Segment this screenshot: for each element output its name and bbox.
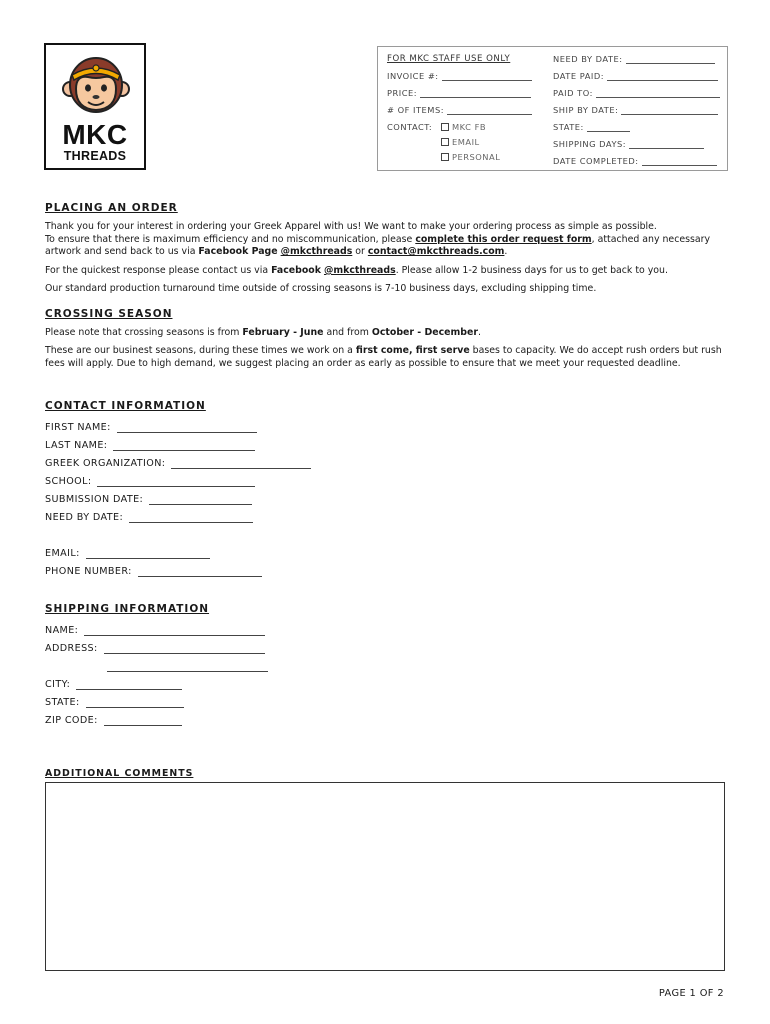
items-count-field[interactable]: # OF ITEMS: bbox=[387, 105, 532, 115]
greek-organization-field[interactable]: GREEK ORGANIZATION: bbox=[45, 458, 311, 469]
monkey-mascot-icon bbox=[62, 53, 130, 121]
shipping-days-field[interactable]: SHIPPING DAYS: bbox=[553, 139, 704, 149]
price-field[interactable]: PRICE: bbox=[387, 88, 531, 98]
page-number: PAGE 1 OF 2 bbox=[658, 988, 724, 999]
contact-email-checkbox[interactable]: EMAIL bbox=[441, 137, 480, 147]
shipping-city-field[interactable]: CITY: bbox=[45, 679, 182, 690]
submission-date-field[interactable]: SUBMISSION DATE: bbox=[45, 494, 252, 505]
contact-email-link[interactable]: contact@mkcthreads.com bbox=[367, 246, 505, 258]
shipping-zip-field[interactable]: ZIP CODE: bbox=[45, 715, 182, 726]
paid-to-field[interactable]: PAID TO: bbox=[553, 88, 720, 98]
shipping-address-field[interactable]: ADDRESS: bbox=[45, 643, 265, 654]
crossing-season-paragraph-1: Please note that crossing seasons is from February - June and from October - December. bbox=[45, 327, 481, 338]
date-completed-field[interactable]: DATE COMPLETED: bbox=[553, 156, 717, 166]
staff-state-field[interactable]: STATE: bbox=[553, 122, 630, 132]
date-paid-field[interactable]: DATE PAID: bbox=[553, 71, 718, 81]
need-by-date-contact-field[interactable]: NEED BY DATE: bbox=[45, 512, 253, 523]
invoice-field[interactable]: INVOICE #: bbox=[387, 71, 532, 81]
additional-comments-box[interactable] bbox=[45, 782, 725, 971]
placing-order-paragraph-1: Thank you for your interest in ordering your Greek Apparel with us! We want to make your ordering process as simple as possible. To ensure that there is maximum efficiency and no miscommunication, please complete this order request form, attached any necessary artwork and send back to us via Facebook Page @mkcthreads or contact@mkcthreads.com. bbox=[45, 221, 711, 258]
placing-order-heading: PLACING AN ORDER bbox=[45, 202, 178, 214]
contact-mkc-fb-checkbox[interactable]: MKC FB bbox=[441, 122, 486, 132]
contact-label: CONTACT: bbox=[387, 122, 433, 132]
additional-comments-heading: ADDITIONAL COMMENTS bbox=[45, 768, 194, 779]
ship-by-date-field[interactable]: SHIP BY DATE: bbox=[553, 105, 718, 115]
shipping-state-field[interactable]: STATE: bbox=[45, 697, 184, 708]
shipping-name-field[interactable]: NAME: bbox=[45, 625, 265, 636]
email-field[interactable]: EMAIL: bbox=[45, 548, 210, 559]
crossing-season-paragraph-2: These are our businest seasons, during these times we work on a first come, first serve bases to capacity. We do accept rush orders but rush fees will apply. Due to high demand, we suggest placing an order as early as possible to ensure that we meet your requested deadline. bbox=[45, 345, 722, 369]
need-by-date-field[interactable]: NEED BY DATE: bbox=[553, 54, 715, 64]
logo-subtitle: THREADS bbox=[63, 149, 127, 163]
mkc-threads-logo bbox=[44, 43, 146, 170]
last-name-field[interactable]: LAST NAME: bbox=[45, 440, 255, 451]
shipping-info-heading: SHIPPING INFORMATION bbox=[45, 603, 210, 615]
facebook-handle-link-2[interactable]: @mkcthreads bbox=[323, 265, 396, 276]
school-field[interactable]: SCHOOL: bbox=[45, 476, 255, 487]
first-name-field[interactable]: FIRST NAME: bbox=[45, 422, 257, 433]
placing-order-paragraph-3: Our standard production turnaround time outside of crossing seasons is 7-10 business days, excluding shipping time. bbox=[45, 283, 597, 294]
placing-order-paragraph-2: For the quickest response please contact us via Facebook @mkcthreads. Please allow 1-2 business days for us to get back to you. bbox=[45, 265, 668, 276]
contact-personal-checkbox[interactable]: PERSONAL bbox=[441, 152, 500, 162]
crossing-season-heading: CROSSING SEASON bbox=[45, 308, 173, 320]
contact-info-heading: CONTACT INFORMATION bbox=[45, 400, 206, 412]
order-form-link[interactable]: complete this order request form bbox=[415, 233, 592, 245]
phone-number-field[interactable]: PHONE NUMBER: bbox=[45, 566, 262, 577]
staff-use-title: FOR MKC STAFF USE ONLY bbox=[387, 54, 511, 64]
shipping-address-line-2[interactable] bbox=[107, 671, 268, 672]
staff-use-box bbox=[377, 46, 728, 171]
logo-wordmark: MKC bbox=[62, 119, 128, 150]
facebook-handle-link[interactable]: @mkcthreads bbox=[280, 246, 353, 258]
